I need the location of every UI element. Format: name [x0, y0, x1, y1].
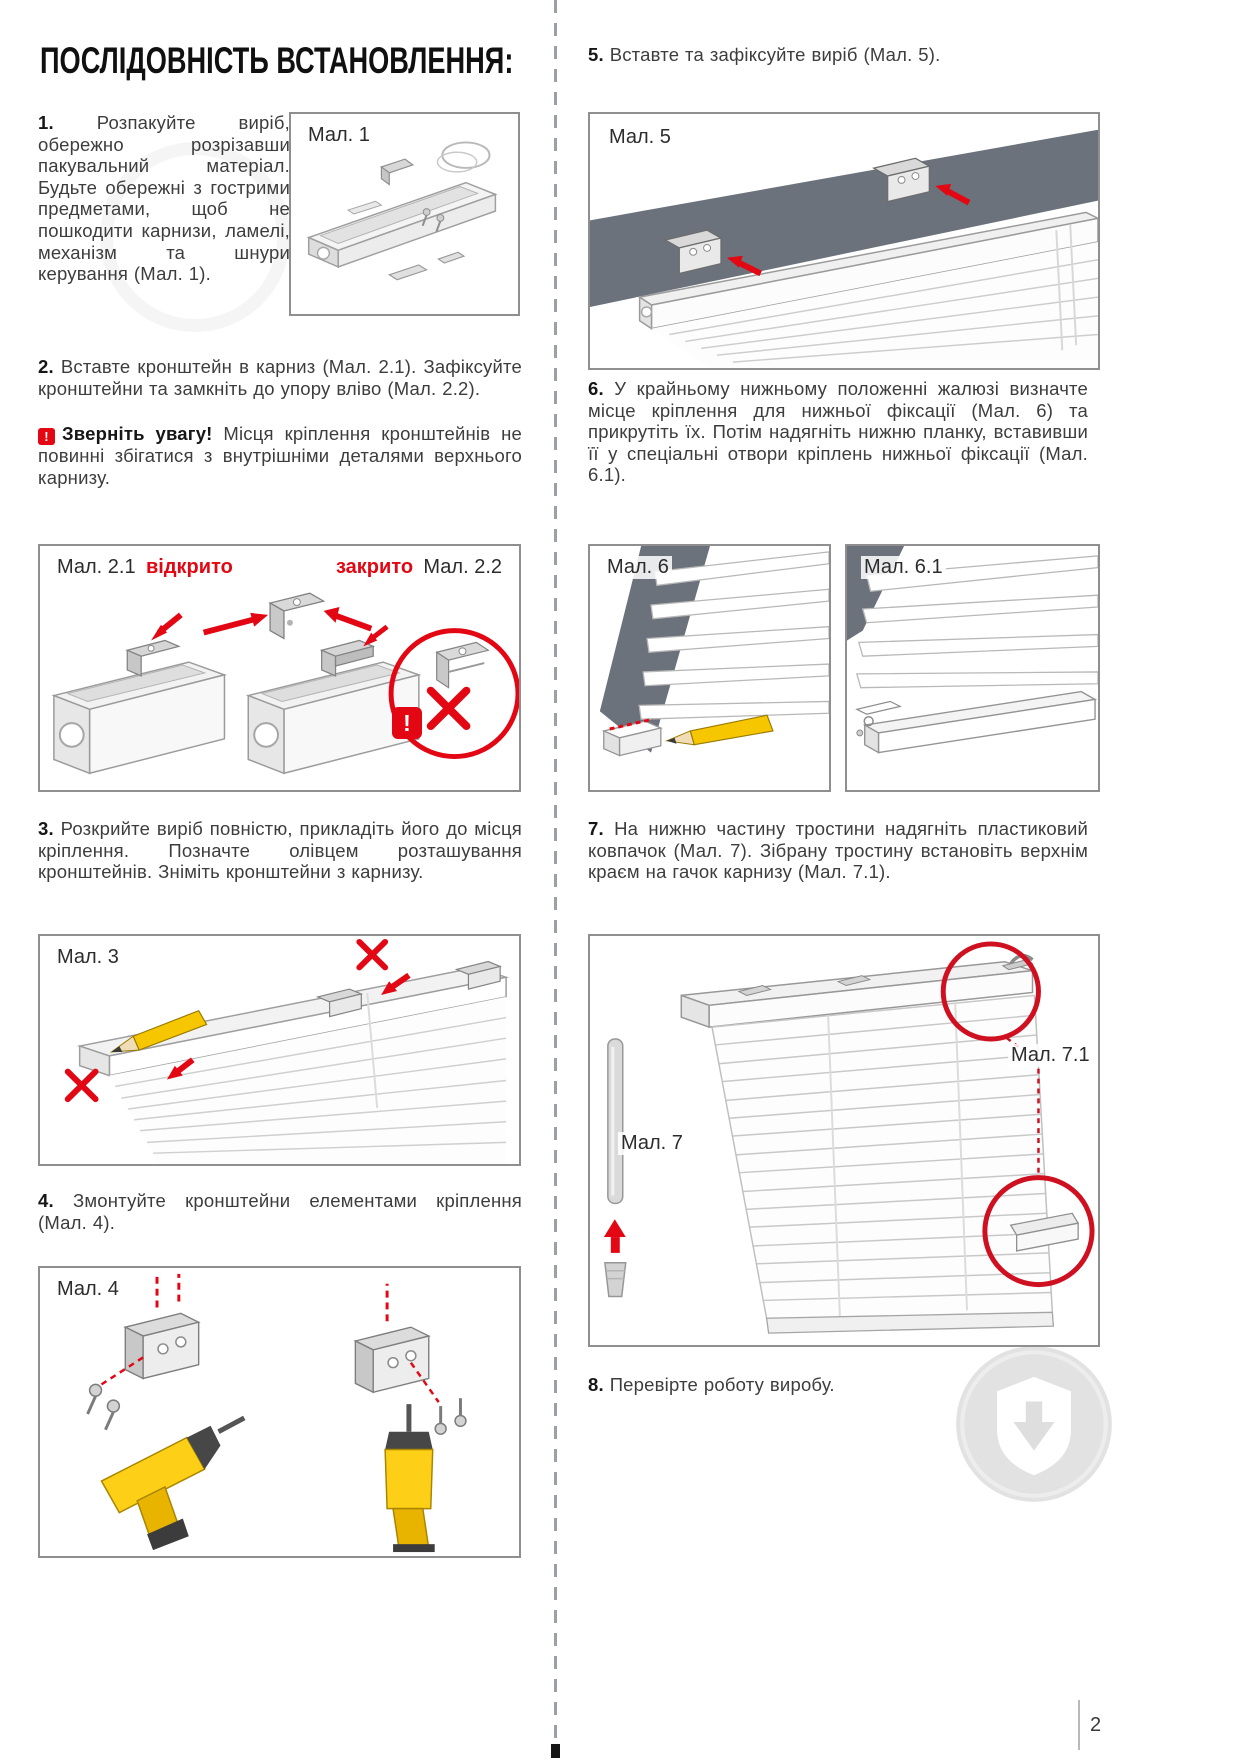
step-8-text: Перевірте роботу виробу. [609, 1374, 835, 1395]
wand-icon [608, 1039, 623, 1203]
bracket-mounting-illustration [40, 546, 519, 790]
step-3-number: 3. [38, 818, 54, 839]
watermark-logo [952, 1342, 1116, 1506]
page-number: 2 [1090, 1714, 1102, 1736]
warning-icon: ! [38, 428, 55, 445]
warning-title: Зверніть увагу! [62, 423, 213, 444]
figure-5 [588, 112, 1100, 370]
drill-icon-2 [385, 1404, 435, 1552]
step-1-number: 1. [38, 112, 54, 133]
figure-7-1-label: Мал. 7.1 [1008, 1044, 1093, 1067]
drill-icon [101, 1418, 244, 1550]
figure-6 [588, 544, 831, 792]
step-5-number: 5. [588, 44, 604, 65]
step-1 [38, 112, 290, 285]
figure-2-2-label: Мал. 2.2 [420, 556, 505, 579]
fixation-bracket-icon [604, 719, 661, 755]
figure-6-label: Мал. 6 [604, 556, 672, 579]
figure-4 [38, 1266, 521, 1558]
right-bracket-icon [355, 1284, 438, 1402]
left-cornice-icon [54, 640, 225, 773]
cornice-bar-icon [309, 183, 496, 267]
bottom-rail-icon [865, 692, 1095, 753]
step-6 [588, 378, 1088, 486]
step-6-number: 6. [588, 378, 604, 399]
step-2-number: 2. [38, 356, 54, 377]
step-8-number: 8. [588, 1374, 604, 1395]
insert-blinds-illustration [590, 114, 1098, 368]
figure-1 [289, 112, 520, 316]
blinds-slats-icon [712, 995, 1053, 1333]
step-3-text: Розкрийте виріб повністю, прикладіть його до місця кріплення. Позначте олівцем розташування кронштейнів. Зніміть кронштейни з карнизу. [38, 818, 522, 883]
center-bracket-icon [270, 593, 324, 638]
figure-6-1-label: Мал. 6.1 [861, 556, 946, 579]
converging-arrows-icon [204, 607, 372, 633]
step-3 [38, 818, 522, 883]
figure-2-1-label: Мал. 2.1 [54, 556, 139, 579]
step-5-text: Вставте та зафіксуйте виріб (Мал. 5). [609, 44, 941, 65]
bracket-open-label: відкрито [146, 556, 233, 578]
figure-7 [588, 934, 1100, 1347]
figure-1-label: Мал. 1 [305, 124, 373, 147]
step-7 [588, 818, 1088, 883]
step-8 [588, 1374, 1018, 1396]
figure-2 [38, 544, 521, 792]
cord-loop-icon [437, 142, 489, 171]
warning-note [38, 423, 522, 488]
warning-text: Місця кріплення кронштейнів не повинні збігатися з внутрішніми деталями верхнього карнизу. [38, 423, 522, 488]
step-2-text: Вставте кронштейн в карниз (Мал. 2.1). Зафіксуйте кронштейни та замкніть до упору вліво (Мал. 2.2). [38, 356, 522, 399]
page-title: ПОСЛІДОВНІСТЬ ВСТАНОВЛЕННЯ: [40, 40, 514, 82]
bracket-screwing-illustration [40, 1268, 519, 1556]
step-4-text: Змонтуйте кронштейни елементами кріплення (Мал. 4). [38, 1190, 523, 1233]
page-number-rule [1078, 1700, 1080, 1750]
figure-7-label: Мал. 7 [618, 1132, 686, 1155]
exclamation-badge: ! [392, 707, 422, 739]
figure-6-1 [845, 544, 1100, 792]
step-7-text: На нижню частину тростини надягніть пластиковий ковпачок (Мал. 7). Зібрану тростину встановіть верхнім краєм на гачок карнизу (Мал. 7.1). [588, 818, 1089, 883]
bottom-rail-illustration [847, 546, 1098, 790]
step-1-text: Розпакуйте виріб, обережно розрізавши пакувальний матеріал. Будьте обережні з гострими предметами, щоб не пошкодити карнизи, ламелі, механізм та шнури керування (Мал. 1). [38, 112, 290, 285]
figure-3-label: Мал. 3 [54, 946, 122, 969]
figure-3 [38, 934, 521, 1166]
figure-4-label: Мал. 4 [54, 1278, 122, 1301]
figure-5-label: Мал. 5 [606, 126, 674, 149]
step-5 [588, 44, 1093, 66]
step-4-number: 4. [38, 1190, 54, 1211]
step-6-text: У крайньому нижньому положенні жалюзі визначте місце кріплення для нижньої фіксації (Мал. 6) та прикрутіть їх. Потім надягніть нижню планку, вставивши її у спеціальні отвори кріплень нижньої фіксації (Мал. 6.1). [588, 378, 1089, 486]
column-divider [554, 0, 557, 1750]
lower-fixation-marking-illustration [590, 546, 829, 790]
step-7-number: 7. [588, 818, 604, 839]
pencil-icon [667, 715, 773, 745]
bracket-closed-label: закрито [336, 556, 414, 578]
step-4 [38, 1190, 522, 1233]
marking-blinds-illustration [40, 936, 519, 1164]
divider-end-mark [551, 1744, 560, 1758]
red-arrow-icon [151, 615, 181, 641]
red-arrow-up-icon [604, 1219, 626, 1253]
wand-cap-icon [605, 1263, 626, 1297]
step-2 [38, 356, 522, 399]
